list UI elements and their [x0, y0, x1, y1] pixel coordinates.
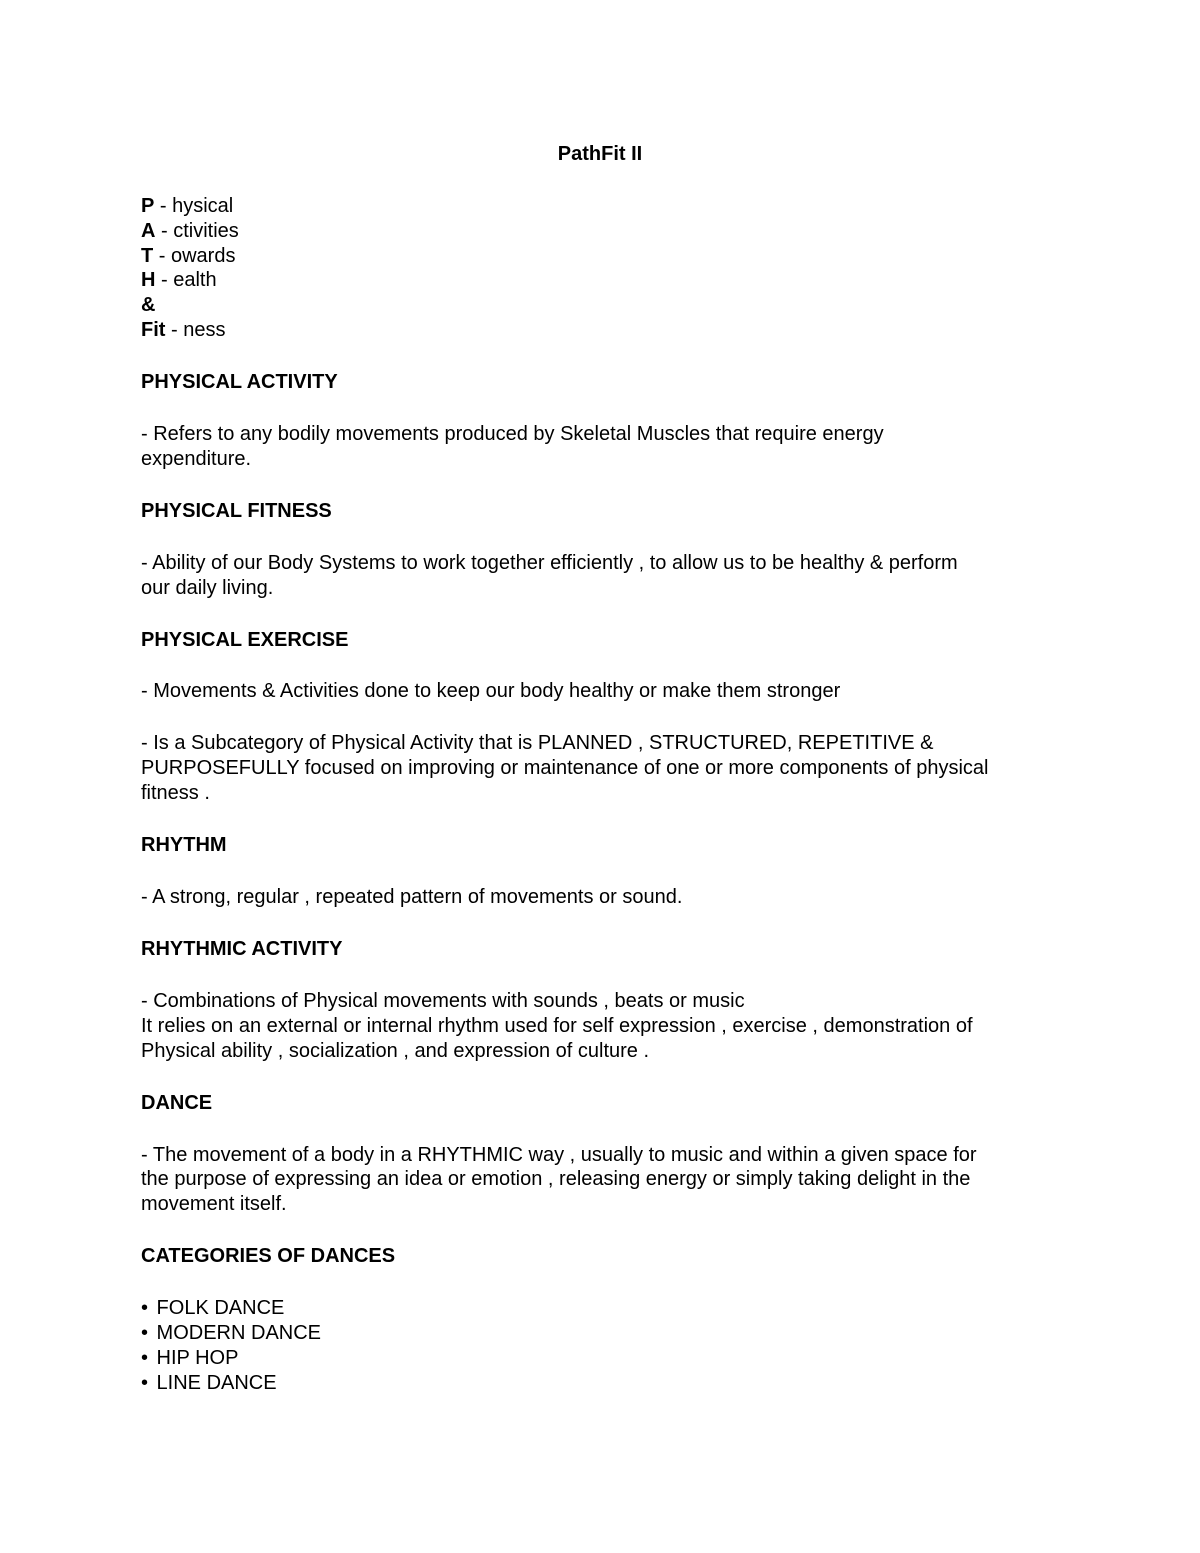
bullet-icon: •	[141, 1346, 149, 1369]
dance-category-item	[141, 1371, 1071, 1396]
bullet-icon: •	[141, 1321, 149, 1344]
section-heading: RHYTHMIC ACTIVITY	[141, 938, 343, 961]
bullet-icon: •	[141, 1297, 149, 1320]
acronym-letter: H	[141, 269, 156, 292]
dance-categories-list	[141, 1296, 1071, 1395]
section-paragraph	[141, 422, 1071, 472]
section-paragraph	[141, 885, 1071, 910]
acronym-letter: Fit	[141, 318, 166, 341]
section-paragraph	[141, 1143, 1071, 1217]
paragraph-line: Physical ability , socialization , and expression of culture .	[141, 1039, 650, 1062]
paragraph-line: fitness .	[141, 782, 210, 805]
acronym-line	[141, 219, 1071, 244]
acronym-letter: &	[141, 294, 156, 317]
acronym-line	[141, 194, 1071, 219]
section-heading: PHYSICAL EXERCISE	[141, 628, 349, 651]
acronym-line	[141, 244, 1071, 269]
acronym-letter: A	[141, 219, 156, 242]
section-heading: RHYTHM	[141, 834, 227, 857]
dance-category-item	[141, 1346, 1071, 1371]
paragraph-line: expenditure.	[141, 447, 252, 470]
acronym-word: - owards	[153, 244, 236, 267]
section-paragraph	[141, 679, 1071, 704]
acronym-word: - hysical	[154, 195, 234, 217]
section-heading: PHYSICAL FITNESS	[141, 499, 332, 522]
section-heading: PHYSICAL ACTIVITY	[141, 370, 338, 393]
document-body	[141, 194, 1071, 1395]
paragraph-line: the purpose of expressing an idea or emotion , releasing energy or simply taking delight in the	[141, 1168, 971, 1191]
acronym-list	[141, 194, 1071, 343]
paragraph-line: PURPOSEFULLY focused on improving or maintenance of one or more components of physical	[141, 757, 989, 780]
acronym-line	[141, 318, 1071, 343]
acronym-word: - ctivities	[155, 219, 239, 242]
paragraph-line: - Combinations of Physical movements with sounds , beats or music	[141, 990, 745, 1012]
section-paragraph	[141, 731, 1071, 805]
acronym-line	[141, 268, 1071, 293]
acronym-word: - ness	[165, 318, 226, 341]
dance-category-item	[141, 1321, 1071, 1346]
dance-category-item	[141, 1296, 1071, 1321]
dance-category-label: FOLK DANCE	[151, 1297, 285, 1320]
section-paragraph	[141, 989, 1071, 1063]
section-paragraph	[141, 551, 1071, 601]
paragraph-line: - Ability of our Body Systems to work together efficiently , to allow us to be healthy & perform	[141, 551, 958, 574]
paragraph-line: - Refers to any bodily movements produced by Skeletal Muscles that require energy	[141, 422, 884, 445]
paragraph-line: It relies on an external or internal rhythm used for self expression , exercise , demonstration of	[141, 1014, 973, 1037]
paragraph-line: - The movement of a body in a RHYTHMIC way , usually to music and within a given space for	[141, 1143, 977, 1166]
paragraph-line: movement itself.	[141, 1193, 287, 1216]
dance-category-label: HIP HOP	[151, 1346, 239, 1369]
section-heading: DANCE	[141, 1091, 213, 1114]
section-heading: CATEGORIES OF DANCES	[141, 1245, 396, 1268]
acronym-letter: P	[141, 195, 155, 217]
dance-category-label: MODERN DANCE	[151, 1321, 322, 1344]
acronym-letter: T	[141, 244, 154, 267]
document-title: PathFit II	[557, 143, 643, 165]
bullet-icon: •	[141, 1371, 149, 1394]
paragraph-line: - Is a Subcategory of Physical Activity that is PLANNED , STRUCTURED, REPETITIVE &	[141, 732, 934, 755]
paragraph-line: - Movements & Activities done to keep our body healthy or make them stronger	[141, 680, 841, 703]
dance-category-label: LINE DANCE	[151, 1371, 277, 1394]
acronym-line	[141, 293, 1071, 318]
sections-container	[141, 343, 1071, 1269]
acronym-word: - ealth	[155, 269, 217, 292]
paragraph-line: our daily living.	[141, 576, 274, 599]
paragraph-line: - A strong, regular , repeated pattern of movements or sound.	[141, 886, 683, 909]
